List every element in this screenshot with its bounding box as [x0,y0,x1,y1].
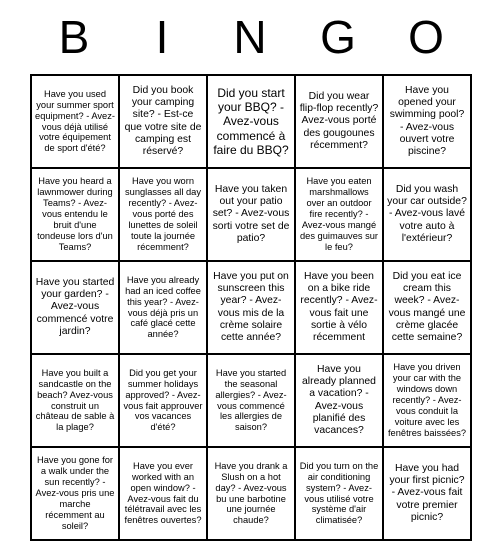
bingo-header [30,0,470,74]
cell-text: Did you eat ice cream this week? - Avez-vous mangé une crème glacée cette semaine? [388,270,466,344]
bingo-cell[interactable] [296,262,384,355]
cell-text: Have you opened your swimming pool? - Avez-vous ouvert votre piscine? [389,84,465,158]
bingo-cell[interactable] [384,355,472,448]
cell-text: Have you eaten marshmallows over an outdoor fire recently? - Avez-vous mangé des guimauves sur le feu? [299,176,379,252]
header-letter-g: G [320,11,356,63]
cell-text: Did you book your camping site? - Est-ce que votre site de camping est réservé? [124,84,202,158]
bingo-cell[interactable] [32,169,120,262]
bingo-cell[interactable] [296,169,384,262]
cell-text: Have you already planned a vacation? - Avez-vous planifié des vacances? [302,363,376,437]
cell-text: Have you built a sandcastle on the beach? Avez-vous construit un château de sable à la plage? [35,367,115,433]
cell-text: Have you worn sunglasses all day recently? - Avez-vous porté des lunettes de soleil toute la journée récemment? [125,176,201,252]
bingo-cell[interactable] [208,76,296,169]
cell-text: Did you wear flip-flop recently? Avez-vous porté des gougounes récemment? [299,90,379,151]
cell-text: Have you gone for a walk under the sun recently? - Avez-vous pris une marche récemment au soleil? [35,455,115,531]
cell-text: Have you ever worked with an open window? - Avez-vous fait du télétravail avec les fenêtres ouvertes? [124,460,202,526]
bingo-cell[interactable] [120,76,208,169]
cell-text: Did you wash your car outside? - Avez-vous lavé votre auto à l'extérieur? [387,183,467,244]
bingo-cell[interactable] [32,262,120,355]
bingo-cell[interactable] [208,355,296,448]
bingo-cell[interactable] [32,448,120,541]
cell-text: Have you drank a Slush on a hot day? - Avez-vous bu une barbotine une journée chaude? [214,460,288,526]
bingo-cell[interactable] [32,76,120,169]
cell-text: Have you started the seasonal allergies? - Avez-vous commencé les allergies de saison? [215,367,287,433]
bingo-cell[interactable] [208,448,296,541]
bingo-cell[interactable] [296,76,384,169]
header-letter-b: B [58,11,90,63]
bingo-cell[interactable] [384,76,472,169]
bingo-cell[interactable] [120,169,208,262]
cell-text: Have you taken out your patio set? - Avez-vous sorti votre set de patio? [212,183,290,244]
bingo-cell[interactable] [208,169,296,262]
bingo-cell[interactable] [32,355,120,448]
cell-text: Have you already had an iced coffee this year? - Avez-vous déjà pris un café glacé cette année? [125,274,201,340]
cell-text: Did you turn on the air conditioning system? - Avez-vous utilisé votre système d'air climatisée? [299,460,379,526]
bingo-cell[interactable] [384,448,472,541]
cell-text: Did you start your BBQ? - Avez-vous commencé à faire du BBQ? [213,86,289,157]
cell-text: Have you had your first picnic? - Avez-vous fait votre premier picnic? [389,462,465,523]
bingo-cell[interactable] [384,169,472,262]
bingo-cell[interactable] [208,262,296,355]
cell-text: Have you driven your car with the windows down recently? - Avez-vous conduit la voiture avec les fenêtres baissées? [387,362,467,438]
cell-text: Have you been on a bike ride recently? - Avez-vous fait une sortie à vélo récemment [300,270,378,344]
bingo-cell[interactable] [296,355,384,448]
header-letter-o: O [408,11,444,63]
bingo-grid [30,74,472,541]
cell-text: Have you put on sunscreen this year? - Avez-vous mis de la crème solaire cette année? [213,270,289,344]
bingo-cell[interactable] [120,448,208,541]
bingo-cell[interactable] [384,262,472,355]
bingo-cell[interactable] [120,262,208,355]
cell-text: Have you started your garden? - Avez-vous commencé votre jardin? [35,276,115,337]
bingo-cell[interactable] [296,448,384,541]
bingo-cell[interactable] [120,355,208,448]
cell-text: Did you get your summer holidays approved? - Avez-vous fait approuver vos vacances d'été? [123,367,203,433]
header-letter-i: I [155,11,169,63]
header-letter-n: N [233,11,267,63]
cell-text: Have you used your summer sport equipment? - Avez-vous déjà utilisé votre équipement de sport d'été? [35,88,115,154]
cell-text: Have you heard a lawnmower during Teams? - Avez-vous entendu le bruit d'une tondeuse lors d'un Teams? [37,176,113,252]
